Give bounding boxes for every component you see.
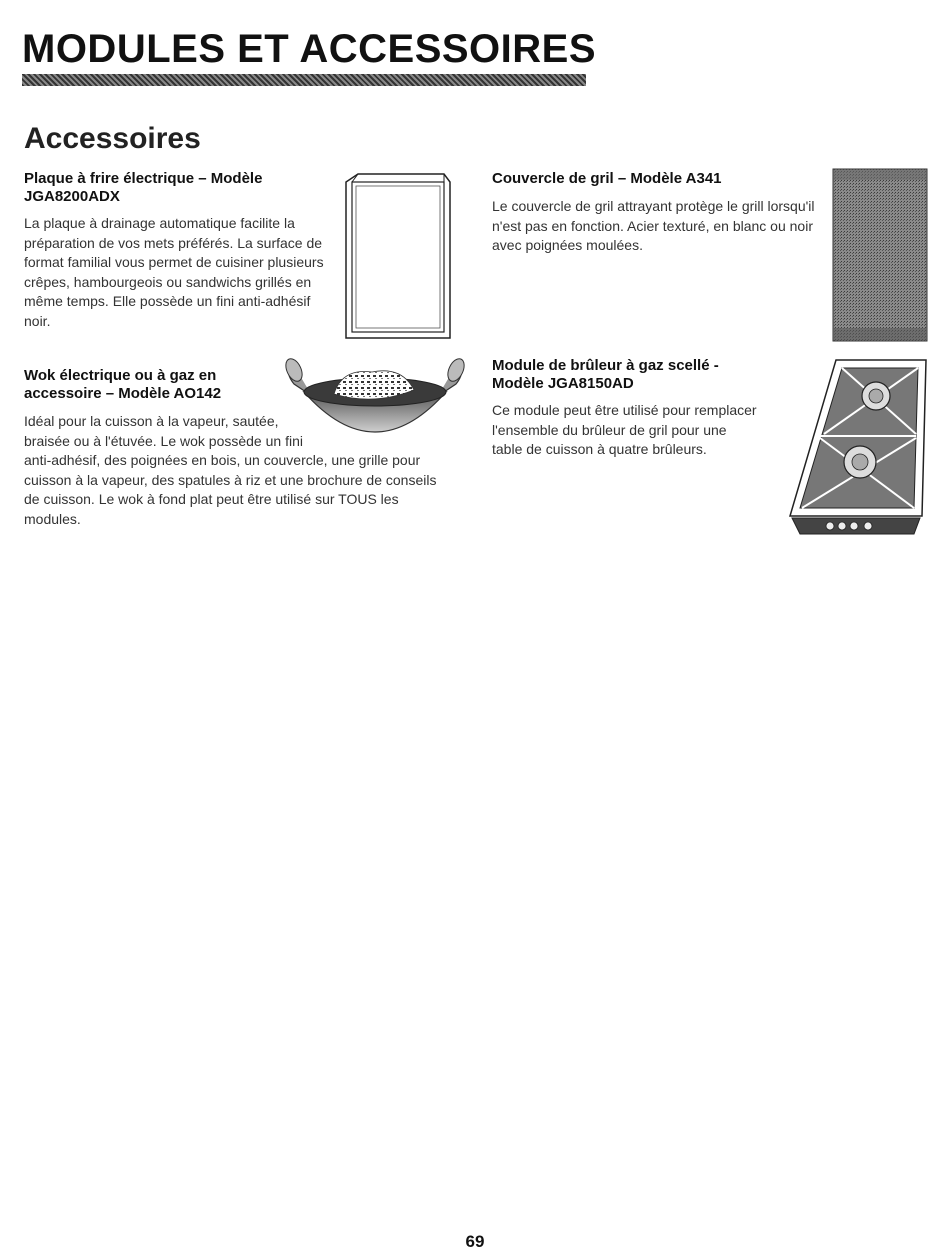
body-line: anti-adhésif, des poignées en bois, un couvercle, une grille pour [24,452,421,468]
griddle-illustration [340,168,462,346]
item-heading-line2: JGA8200ADX [24,188,120,205]
burner-module-illustration [782,356,930,538]
body-line: format familial vous permet de cuisiner plusieurs [24,254,324,270]
body-line: noir. [24,312,51,329]
body-line: Ce module peut être utilisé pour remplacer [492,402,757,418]
page-title: MODULES ET ACCESSOIRES [22,27,597,71]
body-line: même temps. Elle possède un fini anti-adhésif [24,293,311,309]
grill-cover-illustration [832,168,928,342]
body-line: l'ensemble du brûleur de gril pour une [492,421,727,438]
item-heading-line2: Modèle JGA8150AD [492,375,634,392]
body-line: crêpes, hambourgeois ou sandwichs grillés en [24,273,312,290]
item-heading-line1: Module de brûleur à gaz scellé - [492,357,719,374]
item-body [24,214,324,331]
body-line: Idéal pour la cuisson à la vapeur, sautée, [24,413,279,429]
section-heading: Accessoires [24,122,201,155]
item-body [492,401,757,460]
item-heading-line1: Plaque à frire électrique – Modèle [24,170,263,187]
body-line: n'est pas en fonction. Acier texturé, en blanc ou noir [492,217,813,234]
body-line: La plaque à drainage automatique facilite la [24,215,295,231]
body-line: Le couvercle de gril attrayant protège le grill lorsqu'il [492,198,815,214]
body-line: table de cuisson à quatre brûleurs. [492,441,707,457]
item-heading-line2: accessoire – Modèle AO142 [24,385,222,402]
body-line: de cuisson. Le wok à fond plat peut être utilisé sur TOUS les [24,491,399,507]
body-line: préparation de vos mets préférés. La surface de [24,234,323,251]
item-heading-line1: Couvercle de gril – Modèle A341 [492,170,722,187]
body-line: avec poignées moulées. [492,237,643,253]
body-line: modules. [24,510,81,527]
title-rule [22,74,586,86]
item-heading-line1: Wok électrique ou à gaz en [24,367,217,384]
body-line: cuisson à la vapeur, des spatules à riz et une brochure de conseils [24,471,437,488]
wok-illustration [282,350,468,450]
page-number: 69 [465,1232,485,1251]
item-body [492,197,815,256]
body-line: braisée ou à l'étuvée. Le wok possède un fini [24,432,303,449]
